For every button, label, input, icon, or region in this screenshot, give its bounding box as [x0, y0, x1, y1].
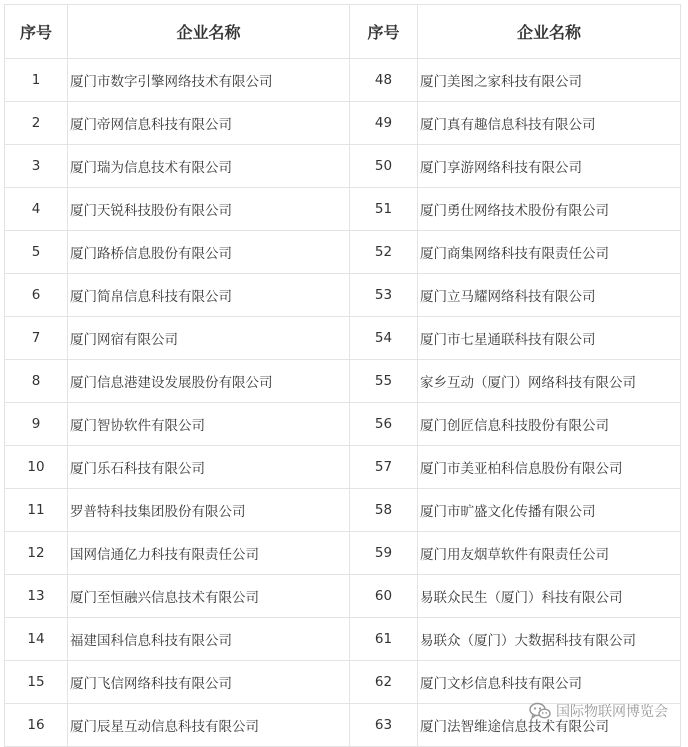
watermark-text: 国际物联网博览会	[556, 704, 668, 720]
table-row	[5, 274, 681, 317]
table-body	[5, 59, 681, 747]
serial-number-cell: 3	[5, 145, 68, 188]
header-serial-left: 序号	[5, 5, 68, 59]
company-name-cell: 厦门用友烟草软件有限责任公司	[418, 532, 681, 575]
table-row	[5, 317, 681, 360]
serial-number-cell: 59	[350, 532, 418, 575]
serial-number-cell: 4	[5, 188, 68, 231]
serial-number-cell: 8	[5, 360, 68, 403]
serial-number-cell: 1	[5, 59, 68, 102]
company-name-cell: 厦门享游网络科技有限公司	[418, 145, 681, 188]
company-name-cell: 罗普特科技集团股份有限公司	[68, 489, 350, 532]
header-company-name-right: 企业名称	[418, 5, 681, 59]
company-name-cell: 易联众民生（厦门）科技有限公司	[418, 575, 681, 618]
company-name-cell: 厦门市数字引擎网络技术有限公司	[68, 59, 350, 102]
serial-number-cell: 7	[5, 317, 68, 360]
table-row	[5, 661, 681, 704]
company-name-cell: 家乡互动（厦门）网络科技有限公司	[418, 360, 681, 403]
header-company-name-left: 企业名称	[68, 5, 350, 59]
table-header	[5, 5, 681, 59]
serial-number-cell: 12	[5, 532, 68, 575]
company-name-cell: 厦门真有趣信息科技有限公司	[418, 102, 681, 145]
company-name-cell: 厦门乐石科技有限公司	[68, 446, 350, 489]
company-name-cell: 厦门创匠信息科技股份有限公司	[418, 403, 681, 446]
company-name-cell: 易联众（厦门）大数据科技有限公司	[418, 618, 681, 661]
table-row	[5, 618, 681, 661]
table-row	[5, 489, 681, 532]
serial-number-cell: 6	[5, 274, 68, 317]
company-name-cell: 厦门信息港建设发展股份有限公司	[68, 360, 350, 403]
serial-number-cell: 58	[350, 489, 418, 532]
company-name-cell: 厦门瑞为信息技术有限公司	[68, 145, 350, 188]
serial-number-cell: 50	[350, 145, 418, 188]
company-name-cell: 厦门智协软件有限公司	[68, 403, 350, 446]
company-name-cell: 厦门飞信网络科技有限公司	[68, 661, 350, 704]
company-name-cell: 厦门至恒融兴信息技术有限公司	[68, 575, 350, 618]
table-row	[5, 532, 681, 575]
company-name-cell: 厦门美图之家科技有限公司	[418, 59, 681, 102]
company-name-cell: 厦门立马耀网络科技有限公司	[418, 274, 681, 317]
table-row	[5, 360, 681, 403]
serial-number-cell: 51	[350, 188, 418, 231]
serial-number-cell: 60	[350, 575, 418, 618]
company-table	[4, 4, 681, 747]
serial-number-cell: 14	[5, 618, 68, 661]
serial-number-cell: 52	[350, 231, 418, 274]
serial-number-cell: 5	[5, 231, 68, 274]
company-name-cell: 厦门勇仕网络技术股份有限公司	[418, 188, 681, 231]
serial-number-cell: 53	[350, 274, 418, 317]
table-row	[5, 102, 681, 145]
company-name-cell: 厦门市七星通联科技有限公司	[418, 317, 681, 360]
table-row	[5, 575, 681, 618]
table-row	[5, 403, 681, 446]
company-name-cell: 国网信通亿力科技有限责任公司	[68, 532, 350, 575]
serial-number-cell: 54	[350, 317, 418, 360]
header-serial-right: 序号	[350, 5, 418, 59]
company-name-cell: 厦门市美亚柏科信息股份有限公司	[418, 446, 681, 489]
table-row	[5, 704, 681, 747]
serial-number-cell: 63	[350, 704, 418, 747]
company-name-cell: 厦门市旷盛文化传播有限公司	[418, 489, 681, 532]
table-row	[5, 231, 681, 274]
company-name-cell: 福建国科信息科技有限公司	[68, 618, 350, 661]
serial-number-cell: 9	[5, 403, 68, 446]
serial-number-cell: 15	[5, 661, 68, 704]
serial-number-cell: 56	[350, 403, 418, 446]
company-name-cell: 厦门商集网络科技有限责任公司	[418, 231, 681, 274]
serial-number-cell: 10	[5, 446, 68, 489]
serial-number-cell: 16	[5, 704, 68, 747]
company-name-cell: 厦门法智维途信息技术有限公司	[418, 704, 681, 747]
company-name-cell: 厦门网宿有限公司	[68, 317, 350, 360]
serial-number-cell: 61	[350, 618, 418, 661]
company-name-cell: 厦门文杉信息科技有限公司	[418, 661, 681, 704]
company-name-cell: 厦门简帛信息科技有限公司	[68, 274, 350, 317]
serial-number-cell: 13	[5, 575, 68, 618]
serial-number-cell: 55	[350, 360, 418, 403]
serial-number-cell: 48	[350, 59, 418, 102]
serial-number-cell: 62	[350, 661, 418, 704]
header-row	[5, 5, 681, 59]
table-row	[5, 145, 681, 188]
company-name-cell: 厦门天锐科技股份有限公司	[68, 188, 350, 231]
serial-number-cell: 57	[350, 446, 418, 489]
company-name-cell: 厦门路桥信息股份有限公司	[68, 231, 350, 274]
table-row	[5, 188, 681, 231]
serial-number-cell: 2	[5, 102, 68, 145]
company-name-cell: 厦门辰星互动信息科技有限公司	[68, 704, 350, 747]
serial-number-cell: 49	[350, 102, 418, 145]
table-row	[5, 59, 681, 102]
company-name-cell: 厦门帝网信息科技有限公司	[68, 102, 350, 145]
serial-number-cell: 11	[5, 489, 68, 532]
table-row	[5, 446, 681, 489]
